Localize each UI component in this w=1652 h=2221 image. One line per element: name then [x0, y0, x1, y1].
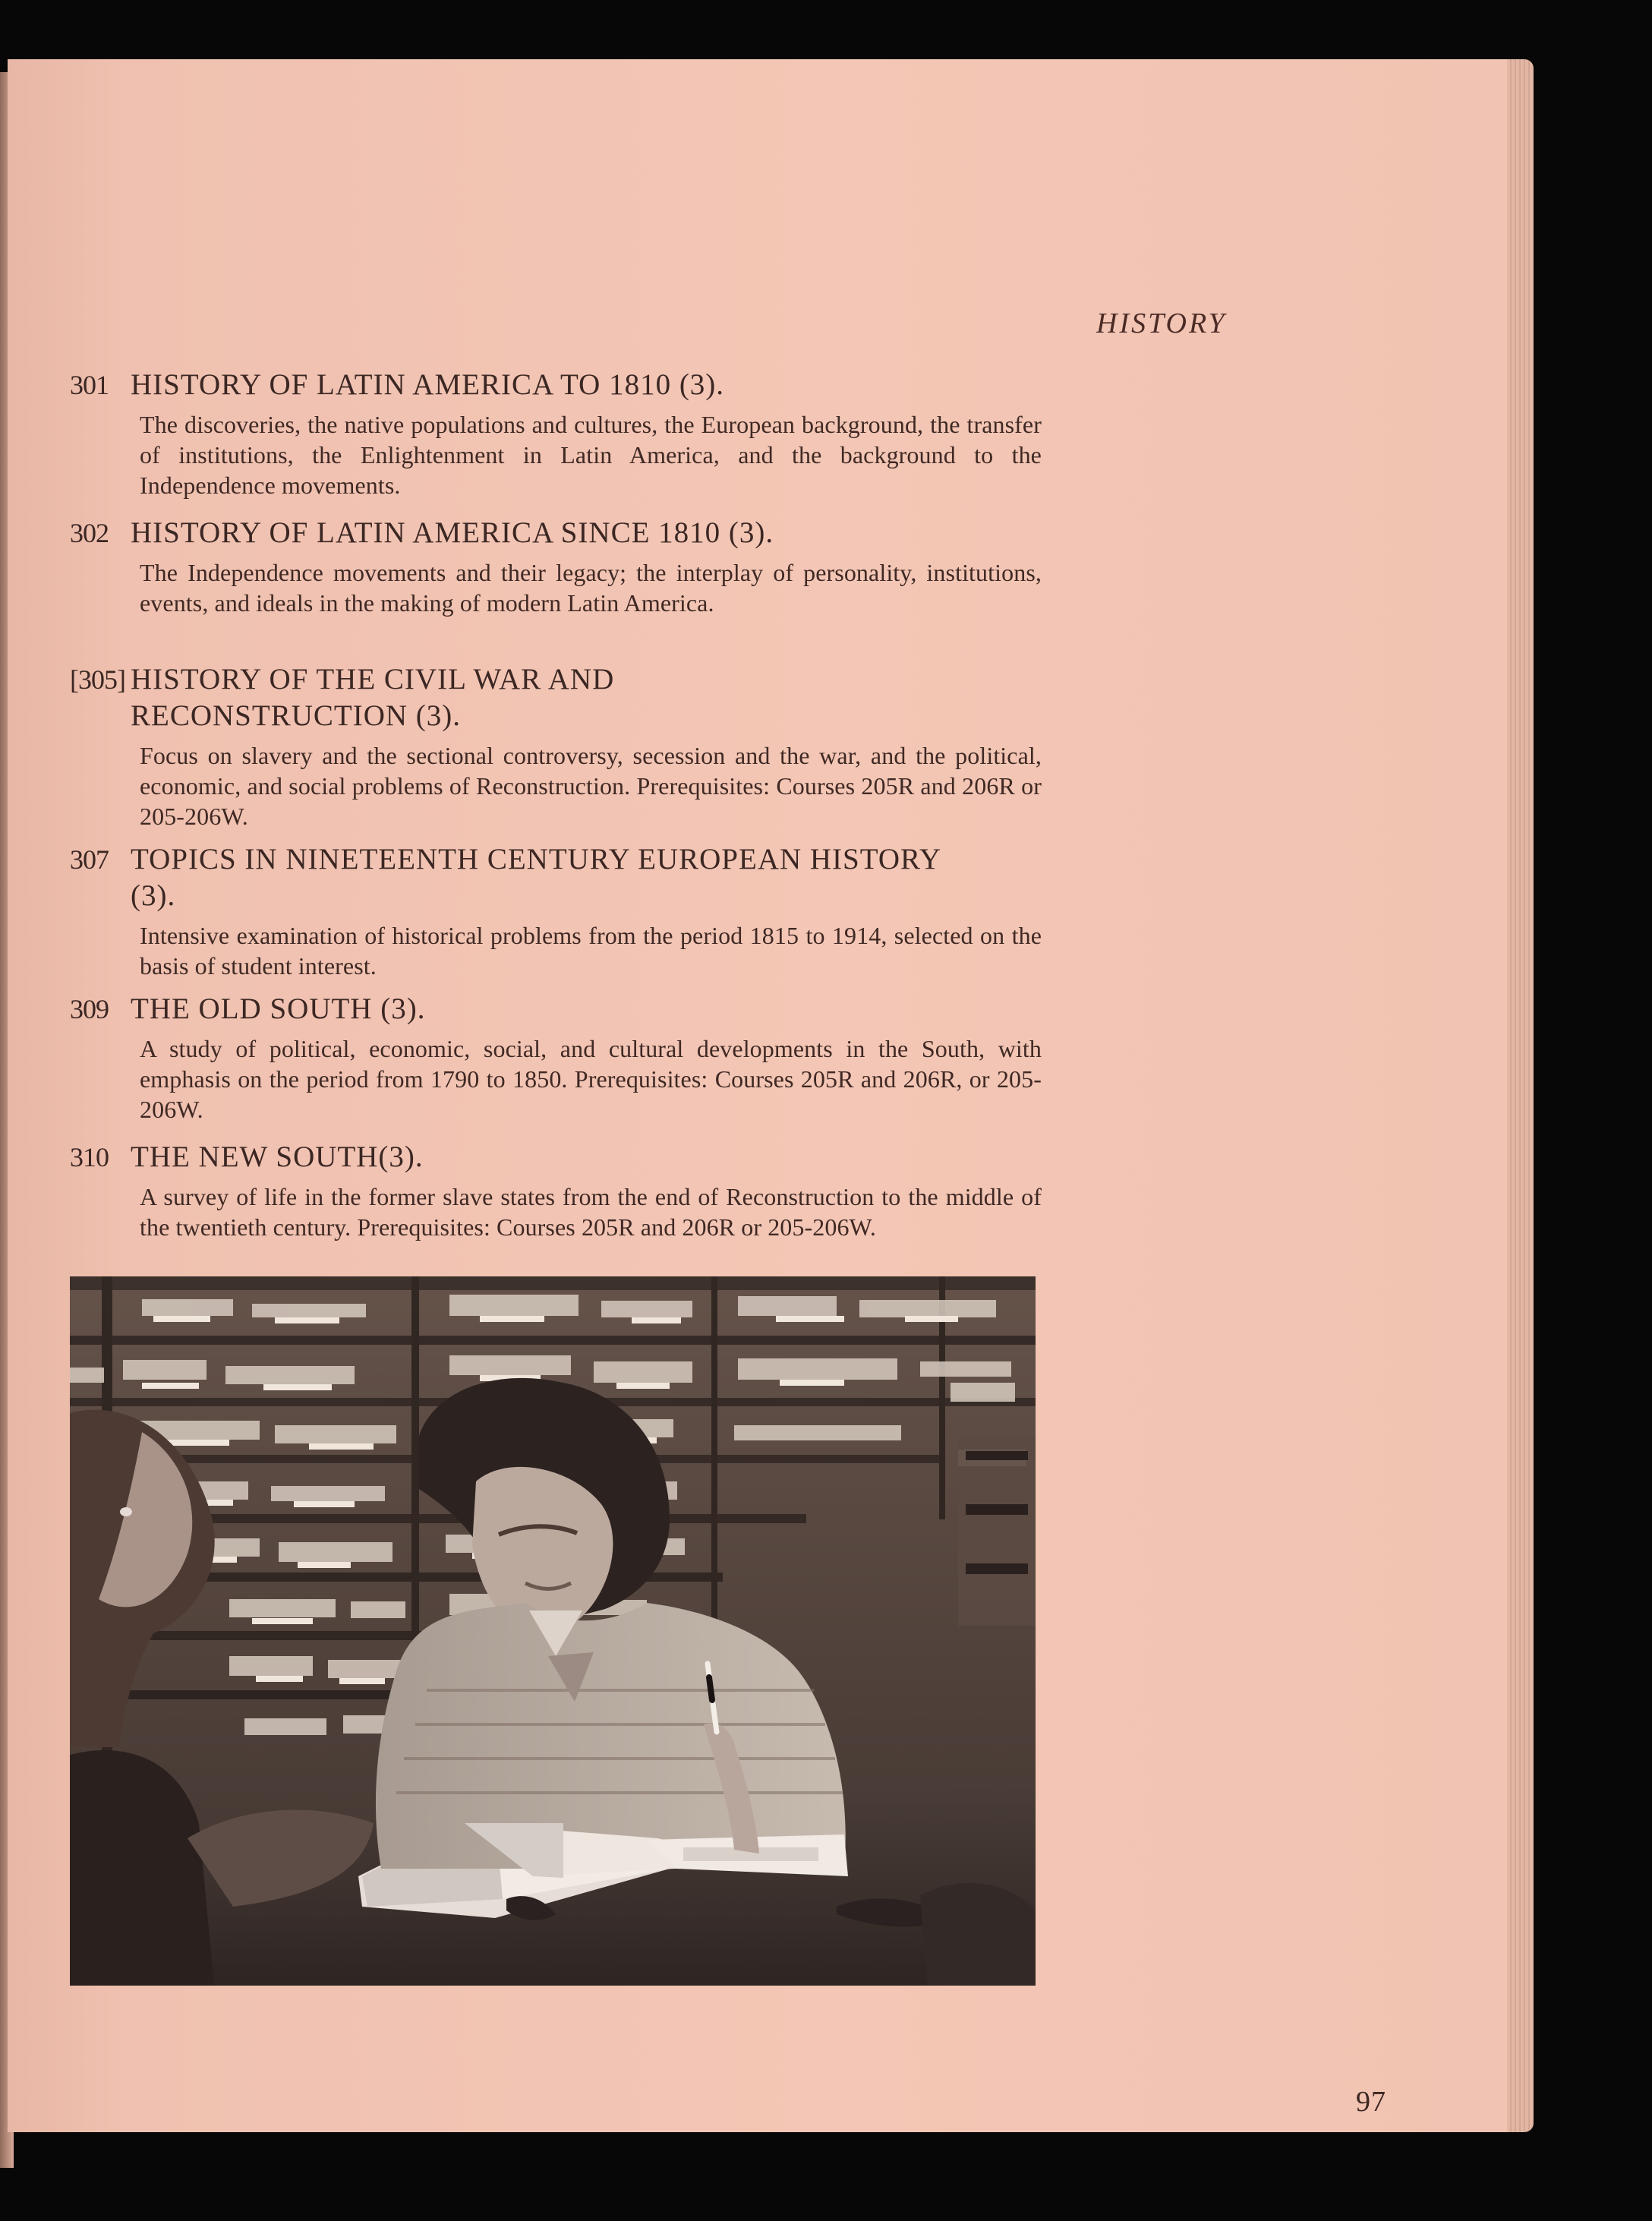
course-description: The discoveries, the native populations and cultures, the European background, the transfer of institutions, the Enlightenment in Latin America, and the background to the Independence movements.	[140, 411, 1042, 499]
course-heading	[70, 1139, 1053, 1175]
course-title: HISTORY OF LATIN AMERICA SINCE 1810 (3).	[131, 516, 774, 549]
course-number: 310	[70, 1142, 109, 1172]
course-heading	[70, 841, 1053, 914]
course-entry-310	[70, 1139, 1053, 1242]
course-description: Intensive examination of historical problems from the period 1815 to 1914, selected on the basis of student interest.	[140, 922, 1042, 980]
section-title: HISTORY	[1096, 308, 1227, 339]
course-title: TOPICS IN NINETEENTH CENTURY EUROPEAN HISTORY (3).	[131, 843, 941, 912]
course-number: 307	[70, 844, 109, 875]
course-description: A study of political, economic, social, and cultural developments in the South, with emphasis on the period from 1790 to 1850. Prerequisites: Courses 205R and 206R, or 205-206W.	[140, 1035, 1042, 1123]
course-heading	[70, 661, 1053, 734]
course-description: The Independence movements and their legacy; the interplay of personality, institutions, events, and ideals in the making of modern Latin America.	[140, 559, 1042, 617]
course-number: 301	[70, 370, 109, 400]
course-title: HISTORY OF LATIN AMERICA TO 1810 (3).	[131, 368, 725, 401]
course-number: 309	[70, 994, 109, 1024]
course-entry-309	[70, 991, 1053, 1125]
library-study-photo-icon	[70, 1276, 1036, 1986]
course-description: A survey of life in the former slave states from the end of Reconstruction to the middle of the twentieth century. Prerequisites: Courses 205R and 206R or 205-206W.	[140, 1183, 1042, 1241]
course-title: THE OLD SOUTH (3).	[131, 992, 426, 1025]
course-number: [305]	[70, 664, 125, 695]
catalog-page	[8, 59, 1507, 2132]
course-heading	[70, 515, 1053, 551]
course-title: THE NEW SOUTH(3).	[131, 1140, 424, 1173]
course-title: HISTORY OF THE CIVIL WAR AND RECONSTRUCTION (3).	[131, 663, 615, 732]
course-entry-301	[70, 367, 1053, 500]
course-heading	[70, 367, 1053, 403]
course-entry-307	[70, 841, 1053, 981]
library-study-photo	[70, 1276, 1036, 1986]
side-cabinet	[958, 1436, 1036, 1626]
course-entry-305	[70, 661, 1053, 831]
course-entry-302	[70, 515, 1053, 618]
earring	[120, 1507, 132, 1516]
course-description: Focus on slavery and the sectional controversy, secession and the war, and the political, economic, and social problems of Reconstruction. Prerequisites: Courses 205R and 206R or 205-206W.	[140, 742, 1042, 830]
course-heading	[70, 991, 1053, 1027]
page-number: 97	[1356, 2086, 1386, 2118]
course-number: 302	[70, 518, 109, 548]
